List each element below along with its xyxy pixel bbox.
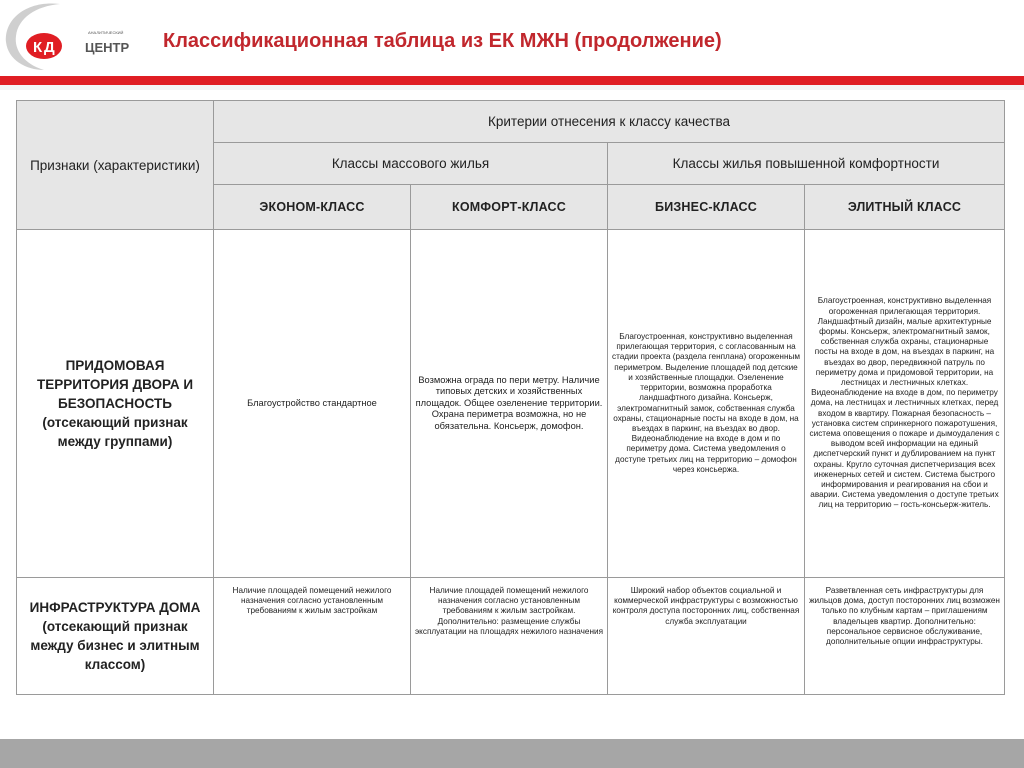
divider bbox=[0, 85, 1024, 90]
classification-table-wrapper bbox=[16, 100, 1004, 694]
svg-text:К: К bbox=[33, 39, 43, 56]
criteria-header: Критерии отнесения к классу качества bbox=[214, 101, 1005, 143]
table-cell: Благоустроенная, конструктивно выделенная прилегающая территория, с согласованным на стадии проекта (раздела генплана) огороженным периметром. Выделение площадей под детские и хозяйственные площадки. Озеленение территории, возможна проработка ландшафтного дизайна. Консьерж, электромагнитный замок, собственная служба охраны, стационарные посты на входе в дом, на въездах в паркинг, на въездах во двор. Видеонаблюдение на входе в дом и по периметру дома. Система уведомления о доступе третьих лиц на территорию – домофон через консьержа. bbox=[608, 230, 805, 578]
slide-header bbox=[0, 0, 1024, 80]
group-header-mass: Классы массового жилья bbox=[214, 143, 608, 185]
footer-bar bbox=[0, 739, 1024, 768]
table-cell: Благоустройство стандартное bbox=[214, 230, 411, 578]
accent-bar bbox=[0, 76, 1024, 85]
page-title: Классификационная таблица из ЕК МЖН (продолжение) bbox=[163, 30, 722, 52]
class-header-econom: ЭКОНОМ-КЛАСС bbox=[214, 185, 411, 230]
group-header-comfort: Классы жилья повышенной комфортности bbox=[608, 143, 1005, 185]
table-cell: Разветвленная сеть инфраструктуры для жильцов дома, доступ посторонних лиц возможен только по клубным картам – приглашениям владельцев квартир. Дополнительно: персональное сервисное обслуживание, дополнительные опции инфраструктуры. bbox=[805, 578, 1005, 695]
classification-table bbox=[16, 100, 1005, 695]
company-logo bbox=[0, 0, 140, 72]
table-row bbox=[17, 230, 1005, 578]
table-cell: Возможна ограда по пери метру. Наличие типовых детских и хозяйственных площадок. Общее озеленение территории. Охрана периметра возможна, но не обязательна. Консьерж, домофон. bbox=[411, 230, 608, 578]
table-cell: Благоустроенная, конструктивно выделенная огороженная прилегающая территория. Ландшафтный дизайн, малые архитектурные формы. Консьерж, электромагнитный замок, собственная служба охраны, стационарные посты на входе в дом, на въездах в паркинг, на въездах во двор, передвижной патруль по периметру дома и придомовой территории, на лестницах и лестничных клетках. Видеонаблюдение на входе в дом, по периметру дома, на лестницах и лестничных клетках, перед входом в квартиру. Пожарная безопасность – установка систем спринкерного пожаротушения, система оповещения о пожаре и дымоудаления с выводом всей информации на единый диспетчерский пункт и дублированием на пункт охраны. Кругло суточная диспетчеризация всех инженерных сетей и систем. Система быстрого информирования и реагирования на сбои и аварии. Система уведомления о доступе третьих лиц на территорию – гость-консьерж-житель. bbox=[805, 230, 1005, 578]
table-cell: Широкий набор объектов социальной и коммерческой инфраструктуры с возможностью контроля доступа посторонних лиц, собственная служба эксплуатации bbox=[608, 578, 805, 695]
feature-cell: ПРИДОМОВАЯ ТЕРРИТОРИЯ ДВОРА И БЕЗОПАСНОСТЬ (отсекающий признак между группами) bbox=[17, 230, 214, 578]
class-header-comfort: КОМФОРТ-КЛАСС bbox=[411, 185, 608, 230]
svg-text:ЦЕНТР: ЦЕНТР bbox=[85, 40, 130, 55]
class-header-business: БИЗНЕС-КЛАСС bbox=[608, 185, 805, 230]
table-cell: Наличие площадей помещений нежилого назначения согласно установленным требованиям к жилым застройкам bbox=[214, 578, 411, 695]
svg-text:АНАЛИТИЧЕСКИЙ: АНАЛИТИЧЕСКИЙ bbox=[88, 30, 124, 35]
class-header-elite: ЭЛИТНЫЙ КЛАСС bbox=[805, 185, 1005, 230]
table-cell: Наличие площадей помещений нежилого назначения согласно установленным требованиям к жилым застройкам. Дополнительно: размещение службы эксплуатации на площадях нежилого назначения bbox=[411, 578, 608, 695]
feature-header: Признаки (характеристики) bbox=[17, 101, 214, 230]
table-row bbox=[17, 578, 1005, 695]
svg-text:Д: Д bbox=[44, 39, 55, 56]
feature-cell: ИНФРАСТРУКТУРА ДОМА (отсекающий признак между бизнес и элитным классом) bbox=[17, 578, 214, 695]
